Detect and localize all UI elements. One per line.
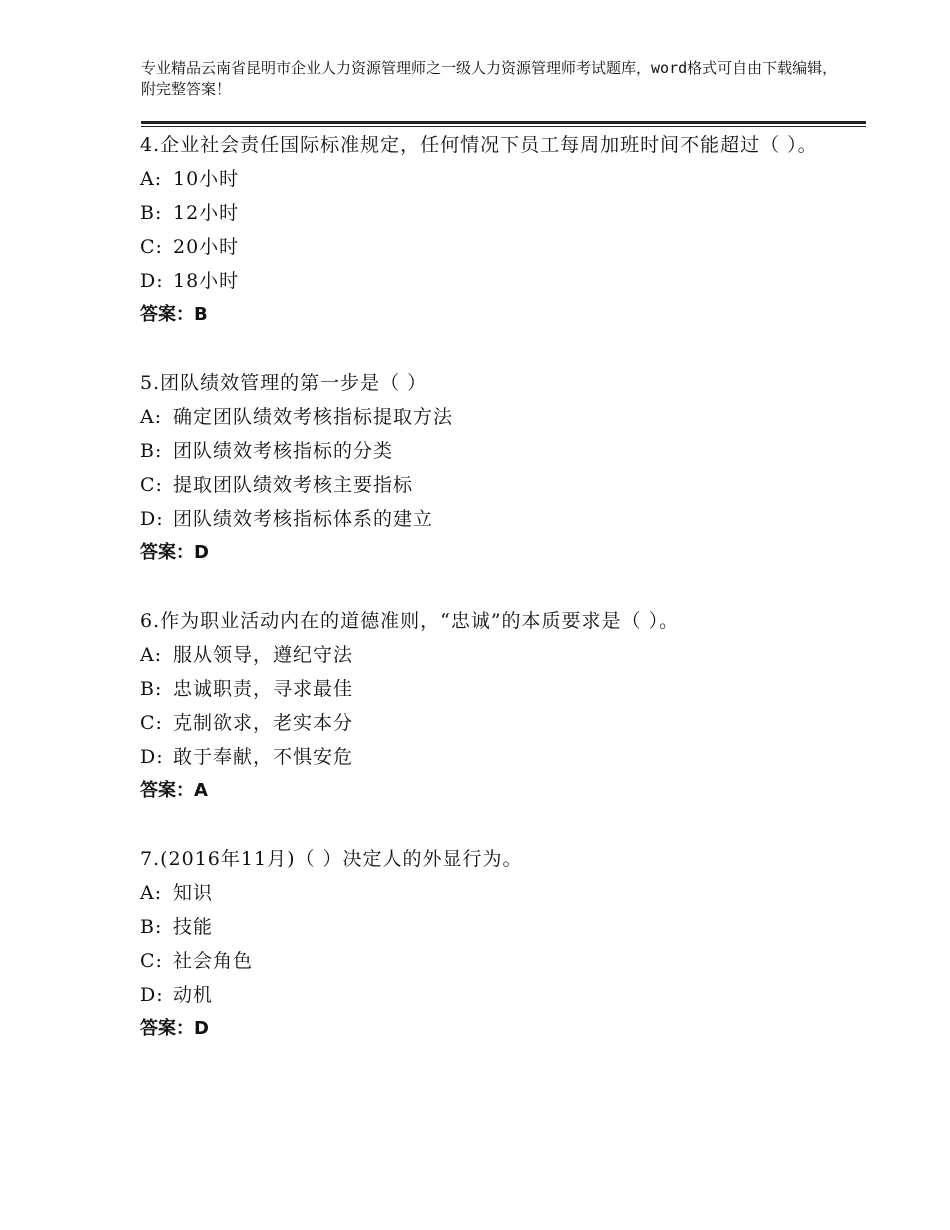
question-stem: 7.(2016年11月)（ ）决定人的外显行为。	[140, 848, 523, 870]
option-b	[140, 196, 820, 230]
option-b	[140, 672, 820, 706]
question-6	[140, 604, 820, 808]
question-4	[140, 128, 820, 332]
option-text: 克制欲求，老实本分	[173, 712, 354, 734]
option-text: 18小时	[173, 270, 240, 292]
answer-label: 答案：B	[140, 304, 208, 325]
option-d	[140, 502, 820, 536]
question-stem: 4.企业社会责任国际标准规定，任何情况下员工每周加班时间不能超过（ ）。	[140, 134, 818, 156]
header-divider-thin	[141, 126, 866, 127]
option-key: B:	[140, 678, 163, 700]
option-key: D:	[140, 508, 164, 530]
option-a	[140, 638, 820, 672]
option-c	[140, 944, 820, 978]
question-list	[140, 128, 820, 1046]
option-b	[140, 434, 820, 468]
option-key: D:	[140, 746, 164, 768]
option-key: B:	[140, 440, 163, 462]
option-text: 12小时	[173, 202, 240, 224]
option-key: B:	[140, 202, 163, 224]
option-text: 忠诚职责，寻求最佳	[173, 678, 354, 700]
option-text: 团队绩效考核指标体系的建立	[173, 508, 434, 530]
option-key: C:	[140, 950, 163, 972]
question-7	[140, 842, 820, 1046]
option-b	[140, 910, 820, 944]
option-key: B:	[140, 916, 163, 938]
header-text: 专业精品云南省昆明市企业人力资源管理师之一级人力资源管理师考试题库，word格式可自由下载编辑，附完整答案！	[141, 59, 838, 98]
question-stem: 6.作为职业活动内在的道德准则，“忠诚”的本质要求是（ ）。	[140, 610, 680, 632]
option-text: 10小时	[173, 168, 240, 190]
option-key: A:	[140, 882, 163, 904]
option-d	[140, 264, 820, 298]
option-c	[140, 468, 820, 502]
option-text: 技能	[173, 916, 214, 938]
option-key: A:	[140, 168, 163, 190]
option-text: 社会角色	[173, 950, 254, 972]
option-a	[140, 876, 820, 910]
option-text: 确定团队绩效考核指标提取方法	[173, 406, 454, 428]
question-spacer	[140, 808, 820, 842]
question-spacer	[140, 332, 820, 366]
option-text: 服从领导，遵纪守法	[173, 644, 354, 666]
option-a	[140, 400, 820, 434]
question-spacer	[140, 570, 820, 604]
option-key: A:	[140, 644, 163, 666]
question-5	[140, 366, 820, 570]
option-key: D:	[140, 270, 164, 292]
answer-label: 答案：D	[140, 542, 209, 563]
option-text: 团队绩效考核指标的分类	[173, 440, 394, 462]
question-stem: 5.团队绩效管理的第一步是（ ）	[140, 372, 428, 394]
header-divider-thick	[141, 121, 866, 124]
option-d	[140, 740, 820, 774]
option-key: C:	[140, 474, 163, 496]
option-a	[140, 162, 820, 196]
option-text: 敢于奉献，不惧安危	[173, 746, 354, 768]
answer-label: 答案：A	[140, 780, 208, 801]
option-c	[140, 706, 820, 740]
option-key: D:	[140, 984, 164, 1006]
option-key: C:	[140, 712, 163, 734]
option-key: C:	[140, 236, 163, 258]
option-text: 20小时	[173, 236, 240, 258]
option-key: A:	[140, 406, 163, 428]
option-text: 动机	[173, 984, 214, 1006]
option-d	[140, 978, 820, 1012]
option-text: 知识	[173, 882, 214, 904]
option-text: 提取团队绩效考核主要指标	[173, 474, 414, 496]
document-header	[141, 58, 841, 100]
option-c	[140, 230, 820, 264]
answer-label: 答案：D	[140, 1018, 209, 1039]
